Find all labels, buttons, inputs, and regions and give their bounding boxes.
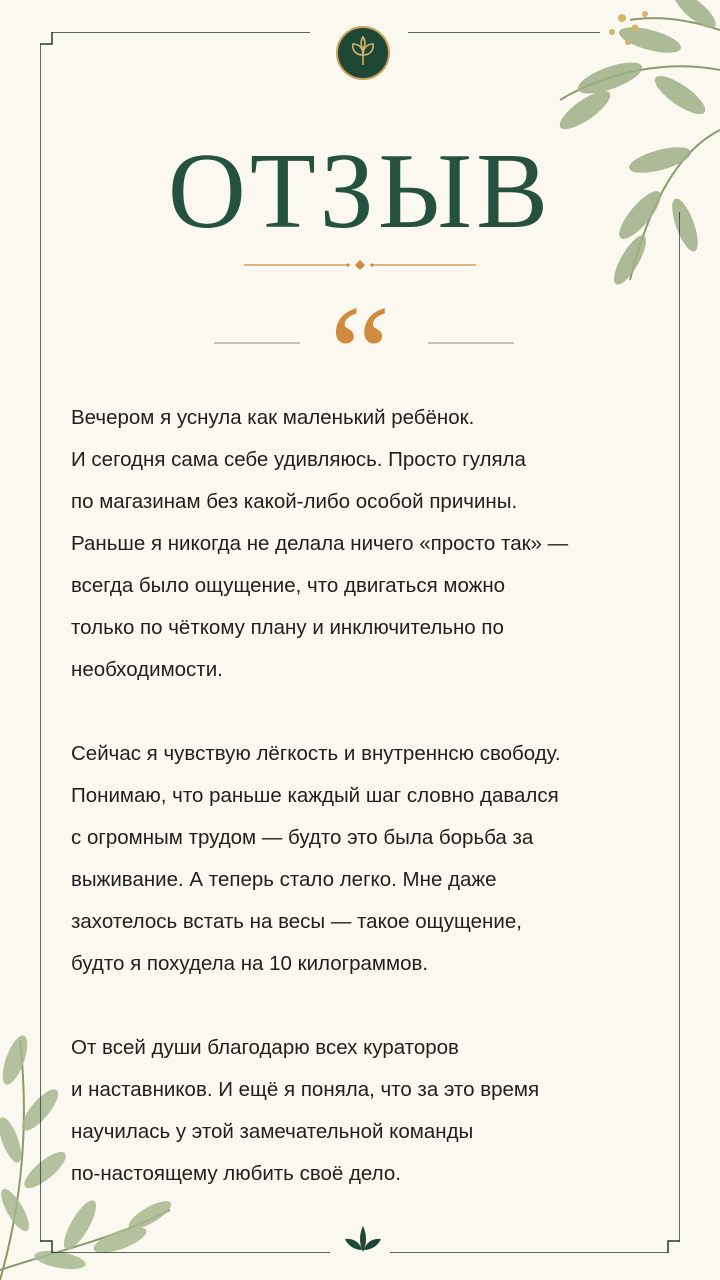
text-line: захотелось встать на весы — такое ощущение, bbox=[71, 910, 522, 933]
leaf-sprout-icon bbox=[335, 25, 391, 81]
review-paragraph bbox=[71, 1027, 671, 1195]
text-line: по-настоящему любить своё дело. bbox=[71, 1162, 401, 1185]
text-line: только по чёткому плану и инключительно по bbox=[71, 616, 504, 639]
title-divider bbox=[244, 258, 476, 272]
review-paragraph bbox=[71, 733, 671, 985]
text-line: с огромным трудом — будто это была борьба за bbox=[71, 826, 534, 849]
text-line: научилась у этой замечательной команды bbox=[71, 1120, 474, 1143]
text-line: Понимаю, что раньше каждый шаг словно давался bbox=[71, 784, 559, 807]
text-line: И сегодня сама себе удивляюсь. Просто гуляла bbox=[71, 448, 526, 471]
quote-icon: “ bbox=[329, 277, 391, 430]
text-line: выживание. А теперь стало легко. Мне даже bbox=[71, 868, 497, 891]
page-title: ОТЗЫВ bbox=[167, 132, 553, 251]
leaf-ornament-icon bbox=[343, 1222, 383, 1256]
text-line: по магазинам без какой-либо особой причины. bbox=[71, 490, 518, 513]
text-line: Сейчас я чувствую лёгкость и внутреннсю свободу. bbox=[71, 742, 561, 765]
text-line: Вечером я уснула как маленький ребёнок. bbox=[71, 406, 475, 429]
review-paragraph bbox=[71, 397, 671, 691]
text-line: От всей души благодарю всех кураторов bbox=[71, 1036, 459, 1059]
text-line: и наставников. И ещё я поняла, что за это время bbox=[71, 1078, 540, 1101]
text-line: всегда было ощущение, что двигаться можно bbox=[71, 574, 506, 597]
review-text bbox=[71, 397, 671, 1237]
text-line: необходимости. bbox=[71, 658, 223, 681]
text-line: будто я похудела на 10 килограммов. bbox=[71, 952, 429, 975]
text-line: Раньше я никогда не делала ничего «просто так» — bbox=[71, 532, 569, 555]
